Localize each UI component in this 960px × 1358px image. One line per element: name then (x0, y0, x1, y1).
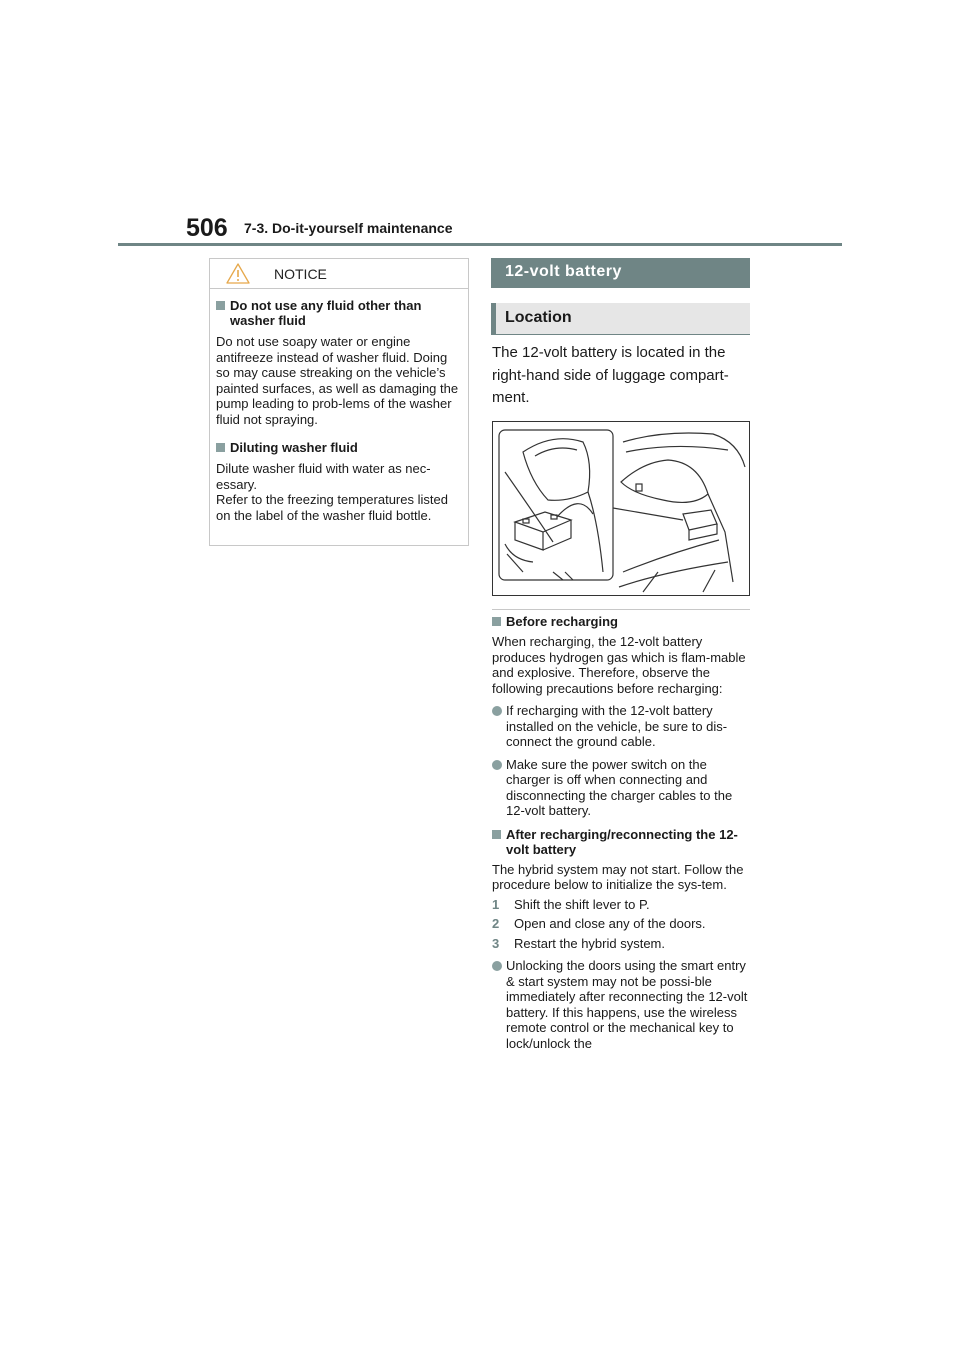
step-number: 2 (492, 916, 500, 931)
notice-item-heading (216, 298, 460, 328)
list-item (492, 703, 754, 750)
circle-bullet-icon (492, 706, 502, 716)
intro-paragraph: The 12-volt battery is located in the right-hand side of luggage compart-ment. (492, 344, 729, 406)
list-item-text: Make sure the power switch on the charger is off when connecting and disconnecting the charger cables to the 12-volt battery. (506, 756, 733, 818)
circle-bullet-icon (492, 760, 502, 770)
square-bullet-icon (492, 830, 501, 839)
header-rule (118, 243, 842, 246)
notice-item-body: Do not use soapy water or engine antifreeze instead of washer fluid. Doing so may cause streaking on the vehicle’s painted surfaces, as well as damaging the pump leading to prob-lems of the washer fluid not spraying. (216, 334, 459, 427)
list-item (492, 958, 754, 1051)
heading-text: Before recharging (506, 614, 618, 629)
square-bullet-icon (216, 301, 225, 310)
heading-text: After recharging/reconnecting the 12-volt battery (506, 826, 738, 857)
list-item (492, 757, 754, 819)
luggage-compartment-illustration (493, 422, 749, 595)
notice-item-body: Dilute washer fluid with water as nec-essary. (216, 461, 431, 492)
before-recharging-body: When recharging, the 12-volt battery produces hydrogen gas which is flam-mable and explosive. Therefore, observe the following precautions before recharging: (492, 634, 746, 696)
step-item (492, 916, 754, 932)
square-bullet-icon (216, 443, 225, 452)
list-item-text: If recharging with the 12-volt battery installed on the vehicle, be sure to dis-connect the ground cable. (506, 703, 728, 749)
section-title: 7-3. Do-it-yourself maintenance (244, 220, 453, 236)
notice-box (209, 258, 469, 546)
step-item (492, 897, 754, 913)
section-banner: 12-volt battery (491, 258, 750, 288)
step-item (492, 936, 754, 952)
step-number: 1 (492, 896, 500, 912)
figure-rule (492, 609, 750, 610)
subsection-banner: Location (491, 303, 750, 335)
step-text: Shift the shift lever to P. (514, 896, 650, 912)
step-text: Open and close any of the doors. (514, 916, 706, 931)
notice-item-heading (216, 440, 460, 455)
notice-body (210, 289, 468, 523)
step-number: 3 (492, 935, 500, 951)
notice-header (210, 259, 468, 289)
recharging-section (492, 614, 754, 1051)
notice-heading-text: Diluting washer fluid (230, 440, 358, 455)
step-text: Restart the hybrid system. (514, 935, 665, 951)
before-recharging-heading (492, 614, 754, 629)
notice-label: NOTICE (274, 265, 327, 282)
notice-heading-text: Do not use any fluid other than washer fluid (230, 298, 422, 328)
notice-item-body: Refer to the freezing temperatures listed on the label of the washer fluid bottle. (216, 492, 448, 523)
warning-triangle-icon (226, 263, 250, 284)
circle-bullet-icon (492, 961, 502, 971)
after-recharging-heading (492, 827, 754, 857)
page-number: 506 (186, 214, 228, 242)
square-bullet-icon (492, 617, 501, 626)
after-recharging-body: The hybrid system may not start. Follow the procedure below to initialize the sys-tem. (492, 861, 744, 892)
battery-location-figure (492, 421, 750, 596)
list-item-text: Unlocking the doors using the smart entry & start system may not be possi-ble immediately after reconnecting the 12-volt battery. If this happens, use the wireless remote control or the mechanical key to lock/unlock the (506, 958, 748, 1051)
